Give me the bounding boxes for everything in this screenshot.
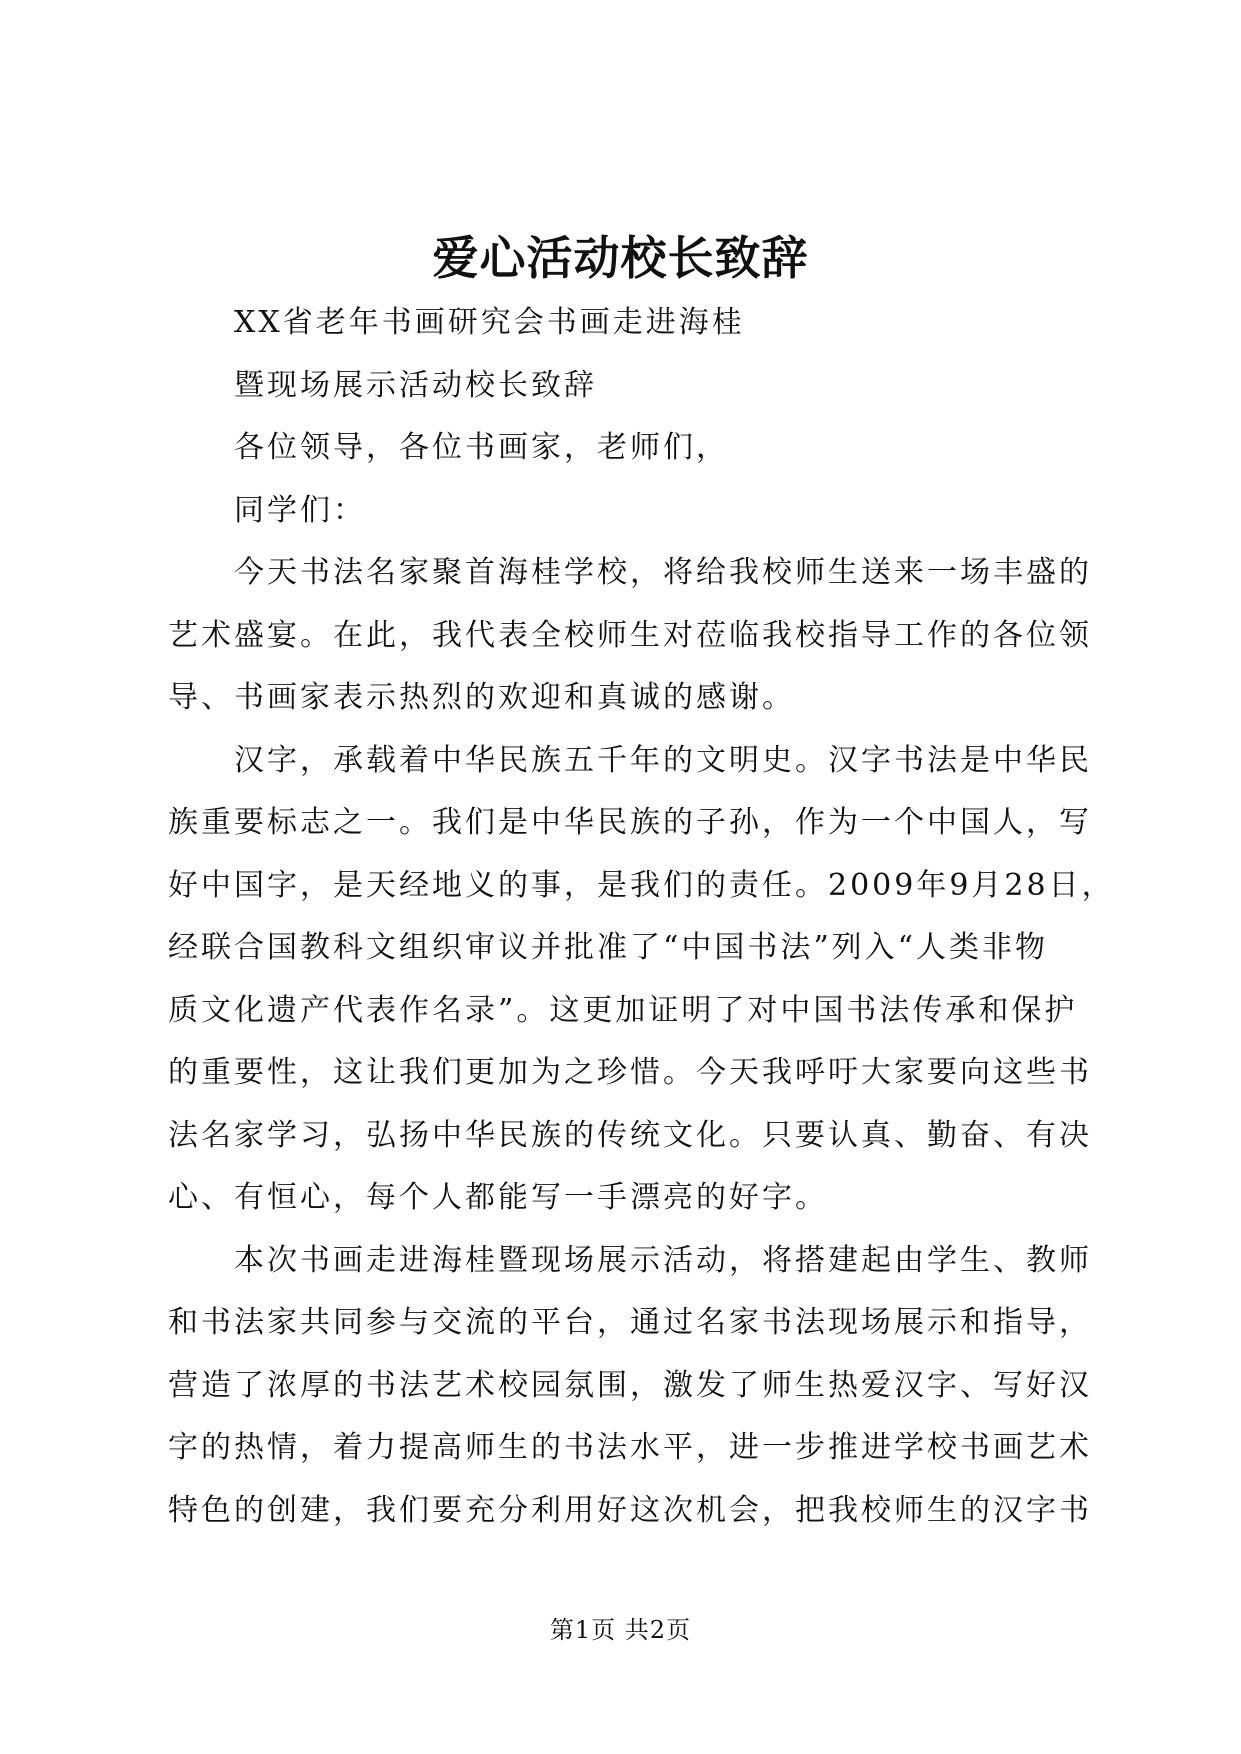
document-title: 爱心活动校长致辞 [432, 231, 809, 285]
text-line: 法名家学习，弘扬中华民族的传统文化。只要认真、勤奋、有决 [168, 1117, 1092, 1153]
text-line: 好中国字，是天经地义的事，是我们的责任。2009年9月28日， [168, 867, 1115, 903]
text-line: 艺术盛宴。在此，我代表全校师生对莅临我校指导工作的各位领 [168, 617, 1092, 653]
text-line: 的重要性，这让我们更加为之珍惜。今天我呼吁大家要向这些书 [168, 1055, 1092, 1090]
text-line: 导、书画家表示热烈的欢迎和真诚的感谢。 [168, 680, 795, 715]
text-line: 和书法家共同参与交流的平台，通过名家书法现场展示和指导， [168, 1305, 1092, 1340]
text-line: 心、有恒心，每个人都能写一手漂亮的好字。 [168, 1180, 828, 1215]
text-line: 营造了浓厚的书法艺术校园氛围，激发了师生热爱汉字、写好汉 [168, 1367, 1092, 1403]
text-line: 质文化遗产代表作名录”。这更加证明了对中国书法传承和保护 [168, 992, 1078, 1028]
text-line: XX省老年书画研究会书画走进海桂 [234, 305, 745, 340]
text-line: 各位领导，各位书画家，老师们， [234, 430, 729, 465]
text-line: 本次书画走进海桂暨现场展示活动，将搭建起由学生、教师 [234, 1242, 1092, 1278]
page-number-footer: 第1页 共2页 [549, 1616, 692, 1644]
document-body [168, 292, 1115, 1542]
text-line: 族重要标志之一。我们是中华民族的子孙，作为一个中国人，写 [168, 805, 1092, 840]
text-line: 汉字，承载着中华民族五千年的文明史。汉字书法是中华民 [234, 742, 1092, 778]
text-line: 特色的创建，我们要充分利用好这次机会，把我校师生的汉字书 [168, 1492, 1092, 1528]
text-line: 暨现场展示活动校长致辞 [234, 367, 597, 403]
text-line: 经联合国教科文组织审议并批准了“中国书法”列入“人类非物 [168, 930, 1049, 965]
text-line: 字的热情，着力提高师生的书法水平，进一步推进学校书画艺术 [168, 1430, 1092, 1465]
text-line: 同学们： [234, 492, 366, 528]
text-line: 今天书法名家聚首海桂学校，将给我校师生送来一场丰盛的 [234, 555, 1092, 590]
